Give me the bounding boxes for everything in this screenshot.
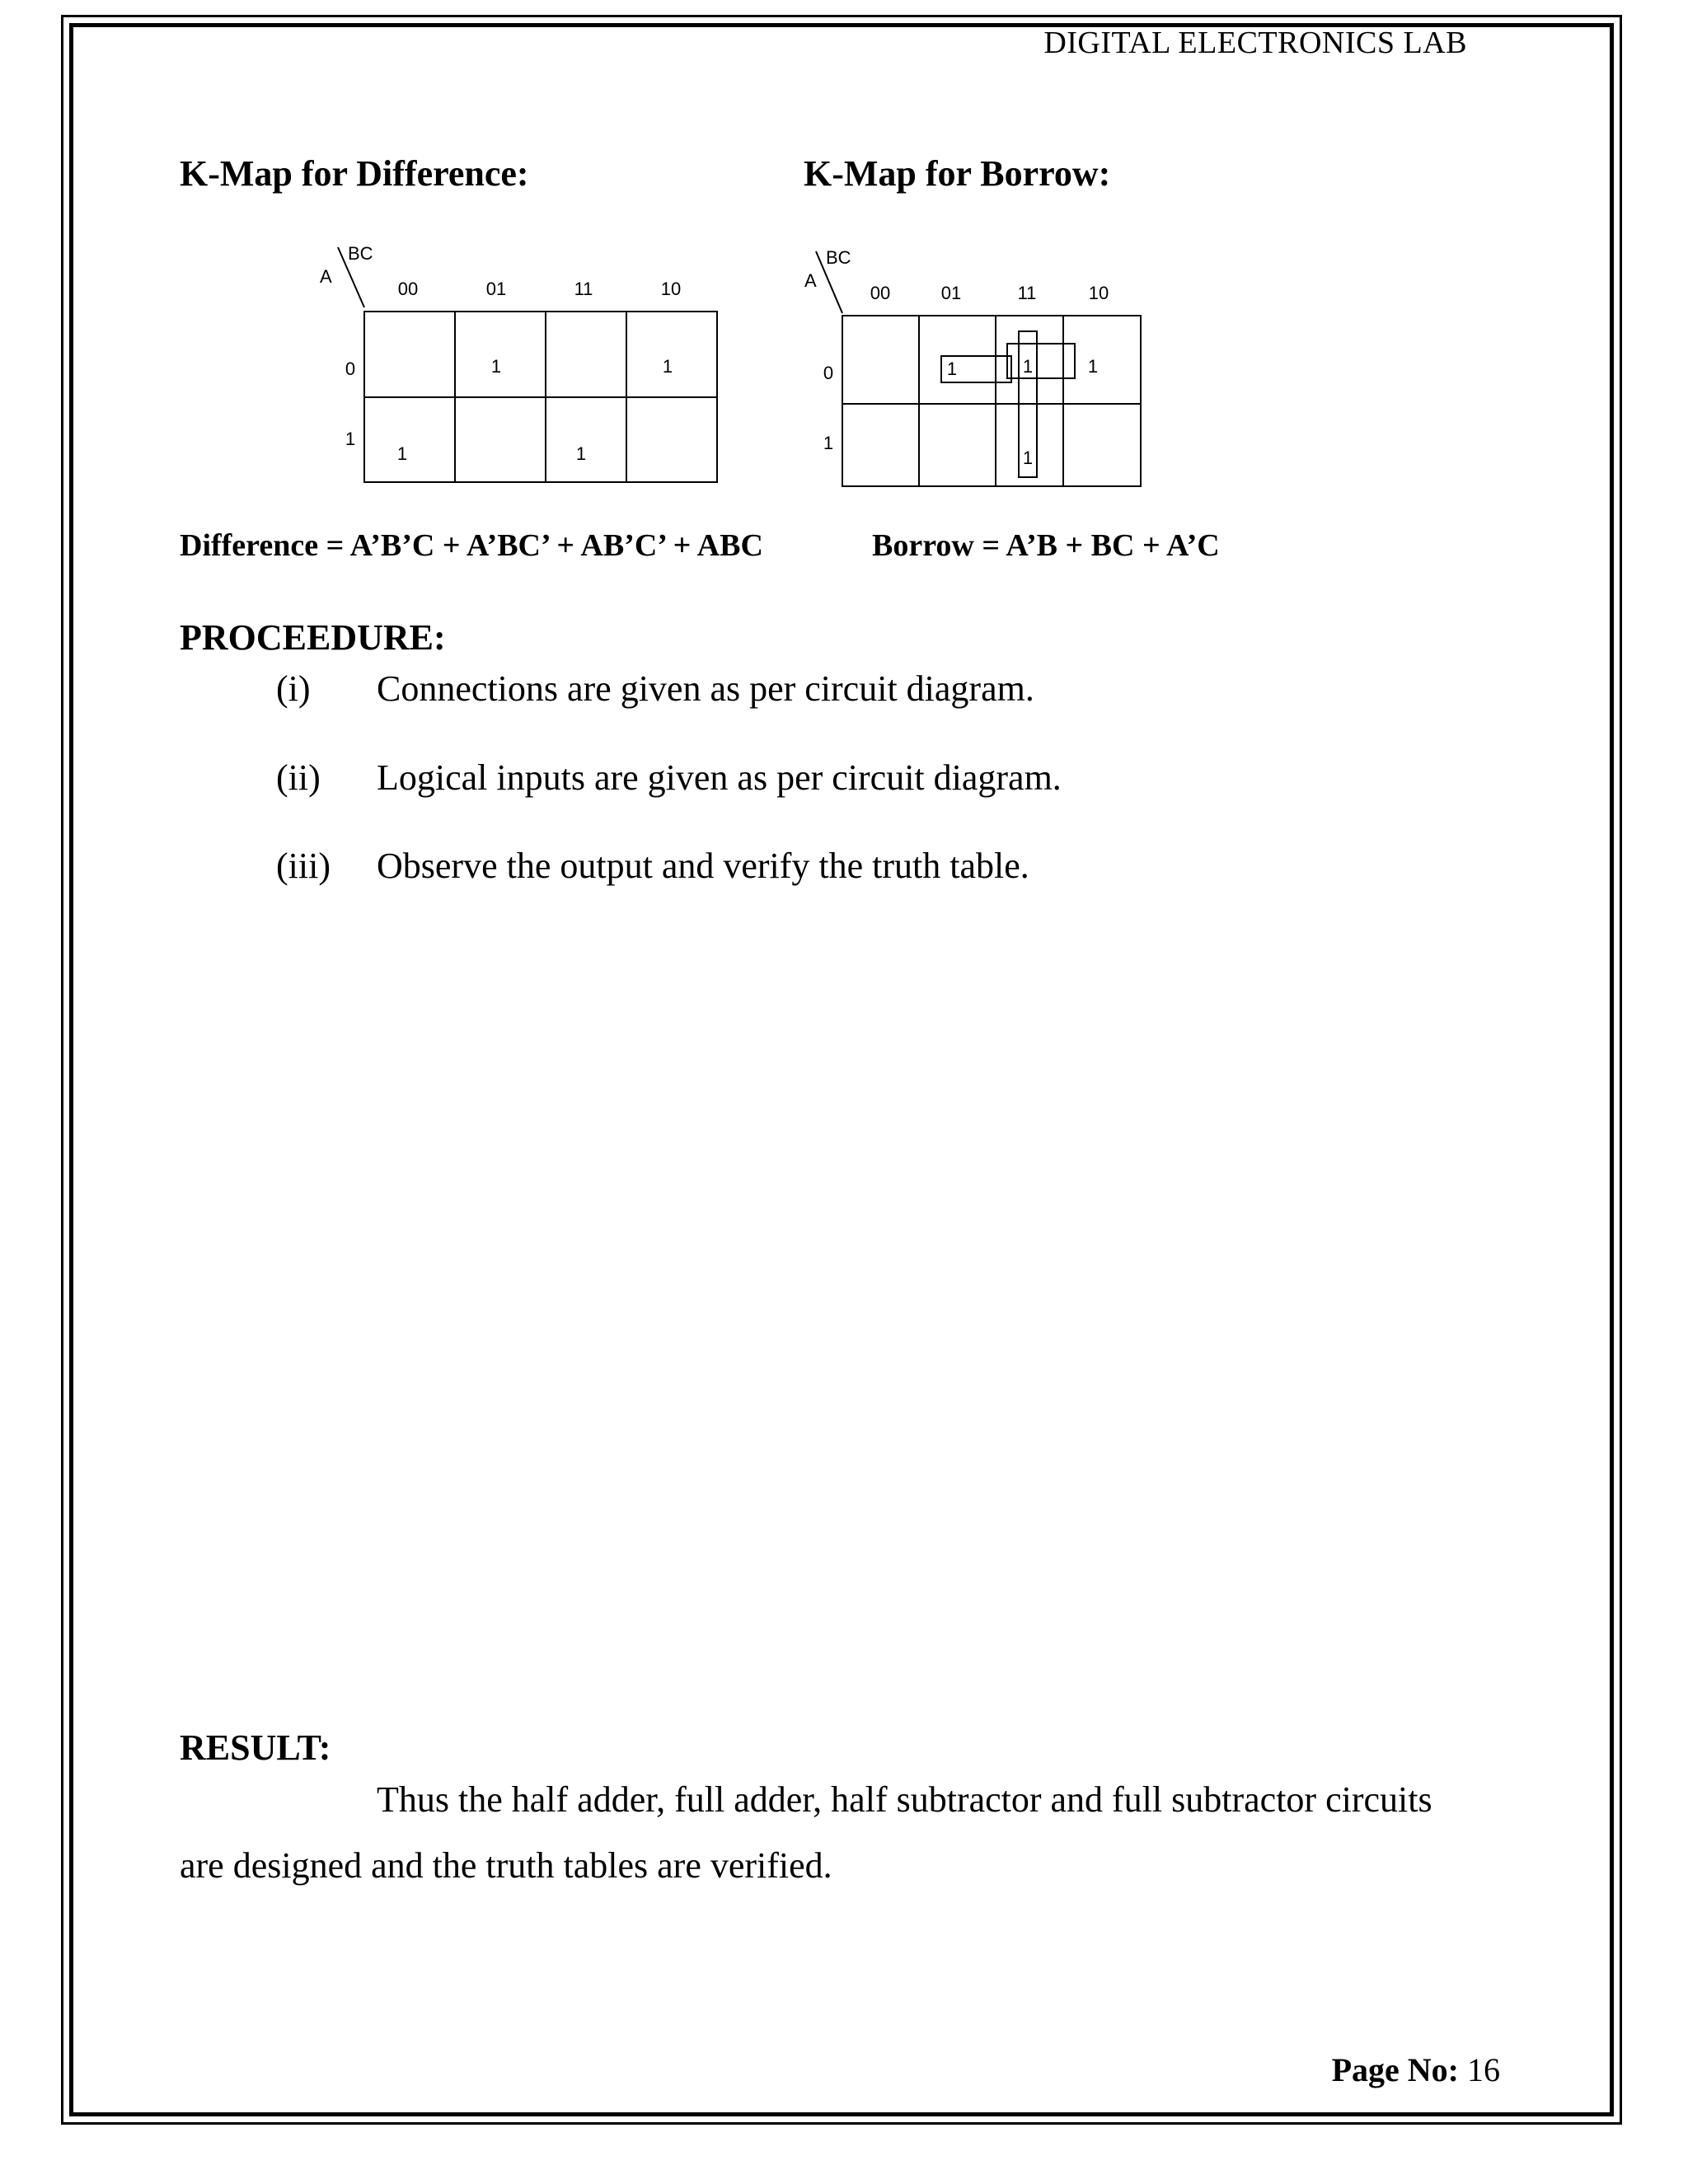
result-text-line2: are designed and the truth tables are verified. <box>180 1845 832 1886</box>
kmap-difference-col-label: 00 <box>397 279 419 299</box>
lab-header: DIGITAL ELECTRONICS LAB <box>1043 26 1467 60</box>
kmap-borrow-row-label: 1 <box>823 433 834 453</box>
kmap-borrow <box>791 239 1154 499</box>
page-number-value: 16 <box>1467 2051 1500 2088</box>
result-text-line1: Thus the half adder, full adder, half subtractor and full subtractor circuits <box>377 1779 1432 1820</box>
procedure-title: PROCEEDURE: <box>180 617 446 658</box>
kmap-difference-col-label: 10 <box>660 279 682 299</box>
kmap-borrow-col-var: BC <box>826 247 851 268</box>
page-number <box>1332 2050 1500 2089</box>
kmap-difference-col-label: 01 <box>485 279 507 299</box>
kmap-borrow-col-label: 11 <box>1017 283 1037 303</box>
kmap-difference-row-var: A <box>320 266 332 287</box>
kmap-difference <box>305 235 734 494</box>
difference-equation: Difference = A’B’C + A’BC’ + AB’C’ + ABC <box>180 528 763 563</box>
kmap-borrow-cell: 1 <box>946 359 958 379</box>
kmap-difference-row-label: 1 <box>345 429 356 449</box>
kmap-borrow-col-label: 00 <box>870 283 891 303</box>
procedure-step-number: (ii) <box>276 757 321 798</box>
procedure-step-number: (i) <box>276 668 311 709</box>
kmap-borrow-title: K-Map for Borrow: <box>804 153 1111 194</box>
procedure-step-number: (iii) <box>276 846 331 886</box>
page-number-label: Page No: <box>1331 2051 1459 2088</box>
borrow-group-a-c <box>1007 344 1075 378</box>
kmap-borrow-cell: 1 <box>1022 356 1034 377</box>
procedure-step-text: Connections are given as per circuit diagram. <box>377 668 1034 709</box>
kmap-borrow-cell: 1 <box>1022 448 1034 468</box>
kmap-borrow-row-label: 0 <box>823 363 834 383</box>
kmap-difference-col-var: BC <box>348 243 373 264</box>
kmap-difference-col-label: 11 <box>574 279 593 299</box>
kmap-borrow-row-var: A <box>804 270 817 291</box>
kmap-difference-title: K-Map for Difference: <box>180 153 529 194</box>
procedure-step-text: Observe the output and verify the truth table. <box>377 846 1029 886</box>
kmap-difference-cell: 1 <box>490 356 502 377</box>
kmap-difference-cell: 1 <box>575 443 587 464</box>
borrow-equation: Borrow = A’B + BC + A’C <box>872 528 1220 563</box>
kmap-difference-cell: 1 <box>396 443 408 464</box>
kmap-borrow-cell: 1 <box>1087 356 1099 377</box>
kmap-difference-row-label: 0 <box>345 359 356 379</box>
kmap-borrow-col-label: 10 <box>1088 283 1109 303</box>
kmap-borrow-col-label: 01 <box>940 283 962 303</box>
procedure-step-text: Logical inputs are given as per circuit diagram. <box>377 757 1062 798</box>
kmap-difference-cell: 1 <box>662 356 673 377</box>
result-title: RESULT: <box>180 1727 331 1768</box>
